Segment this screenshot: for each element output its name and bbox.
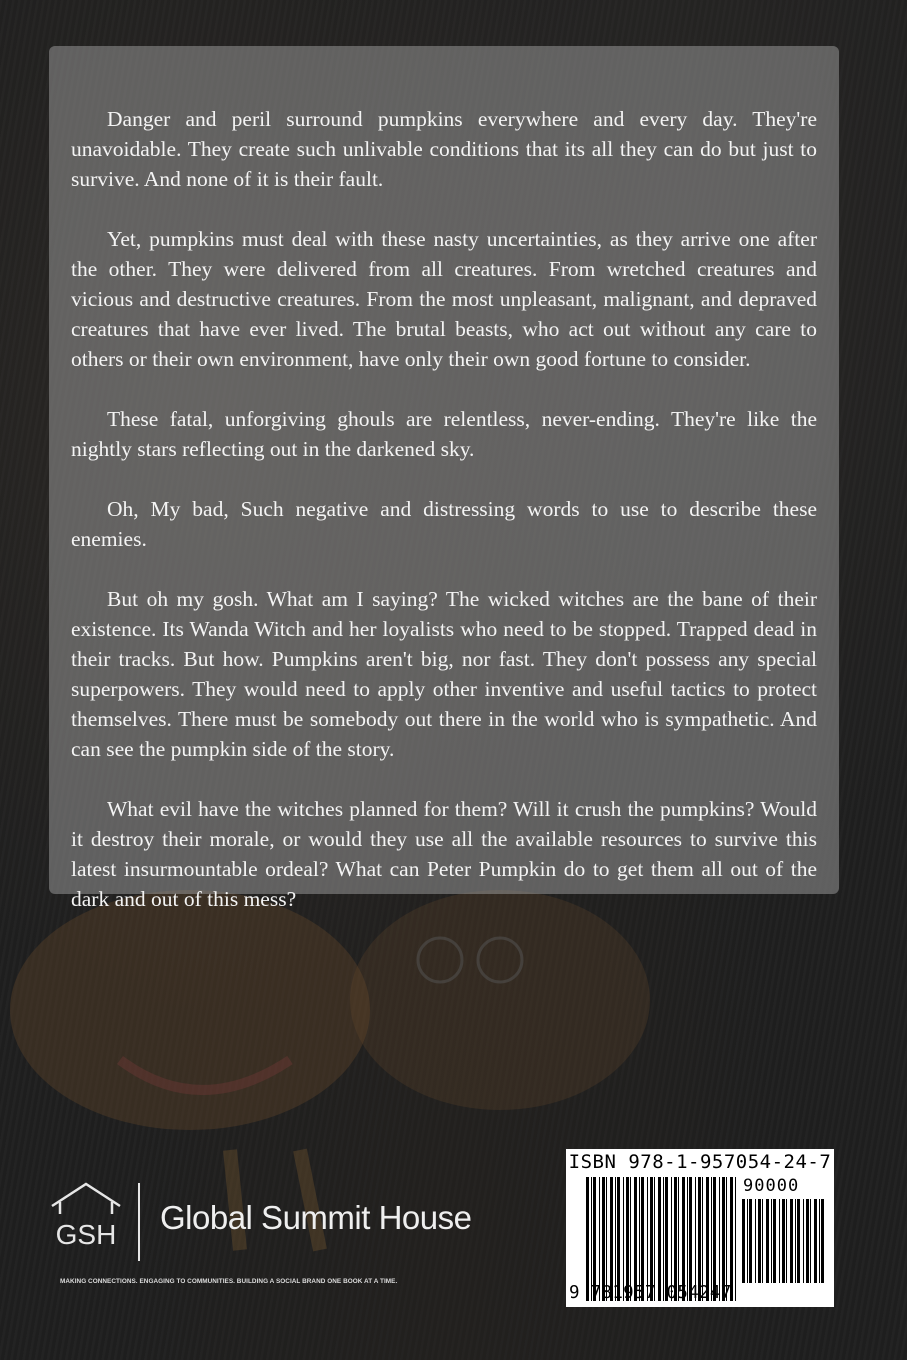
barcode-bar [786, 1199, 787, 1283]
blurb-paragraph: What evil have the witches planned for them? Will it crush the pumpkins? Would it destroy their morale, or would they use all the available resources to survive this latest insurmountable ordeal? What can Peter Pumpkin do to get them all out of the dark and out of this mess? [71, 797, 817, 911]
barcode-bar [797, 1199, 800, 1283]
blurb-paragraph: Oh, My bad, Such negative and distressing words to use to describe these enemies. [71, 497, 817, 551]
barcode-bar [742, 1199, 745, 1283]
barcode-bar [749, 1199, 752, 1283]
publisher-name: Global Summit House [160, 1199, 472, 1236]
barcode-bar [755, 1199, 756, 1283]
barcode-bar [803, 1199, 804, 1283]
barcode-bar [779, 1199, 780, 1283]
barcode-bar [771, 1199, 772, 1283]
back-cover-blurb [49, 46, 839, 911]
barcode-bar [790, 1199, 793, 1283]
blurb-paragraph: But oh my gosh. What am I saying? The wicked witches are the bane of their existence. Its Wanda Witch and her loyalists who need to be stopped. Trapped dead in their tracks. But how. Pumpkins aren't big, nor fast. They don't possess any special superpowers. They would need to apply other inventive and useful tactics to protect themselves. There must be somebody out there in the world who is sympathetic. And can see the pumpkin side of the story. [71, 587, 817, 761]
price-code: 90000 [743, 1176, 800, 1196]
barcode-bar [821, 1199, 824, 1283]
barcode-bar [758, 1199, 761, 1283]
blurb-paragraph: Yet, pumpkins must deal with these nasty uncertainties, as they arrive one after the other. They were delivered from all creatures. From wretched creatures and vicious and destructive creatures. From the most unpleasant, malignant, and depraved creatures that have ever lived. The brutal beasts, who act out without any care to others or their own environment, have only their own good fortune to consider. [71, 227, 817, 371]
barcode-bar [766, 1199, 769, 1283]
barcode-bar [762, 1199, 763, 1283]
barcode-bar [819, 1199, 820, 1283]
blurb-paragraph: Danger and peril surround pumpkins everywhere and every day. They're unavoidable. They create such unlivable conditions that its all they can do but just to survive. And none of it is their fault. [71, 107, 817, 191]
publisher-logo-text: GSH [55, 1219, 117, 1250]
isbn-number: ISBN 978-1-957054-24-7 [568, 1151, 832, 1173]
blurb-paragraph: These fatal, unforgiving ghouls are relentless, never-ending. They're like the nightly stars reflecting out in the darkened sky. [71, 407, 817, 461]
ean-number: 9 781957 054247 [569, 1283, 732, 1303]
barcode-bar [747, 1199, 748, 1283]
publisher-tagline: MAKING CONNECTIONS. ENGAGING TO COMMUNITIES. BUILDING A SOCIAL BRAND ONE BOOK AT A TIME. [60, 1278, 398, 1285]
barcode-bar [773, 1199, 776, 1283]
barcode-bar [810, 1199, 811, 1283]
barcode-bar [806, 1199, 809, 1283]
barcode-bar [735, 1177, 736, 1301]
barcode-bar [782, 1199, 785, 1283]
publisher-logo [46, 1180, 126, 1250]
divider [138, 1183, 140, 1261]
isbn-barcode [566, 1149, 834, 1307]
barcode-bar [814, 1199, 817, 1283]
barcode-bar [795, 1199, 796, 1283]
